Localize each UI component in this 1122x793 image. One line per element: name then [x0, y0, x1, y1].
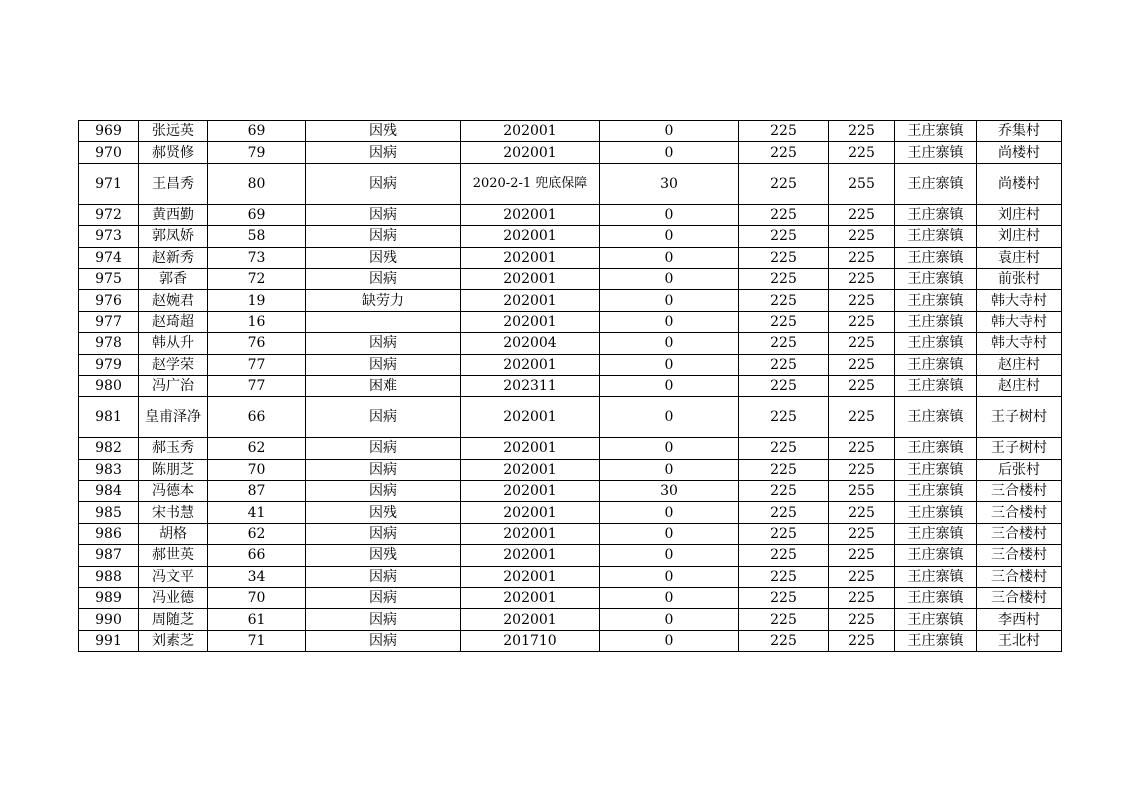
row-number-cell: 969: [79, 121, 139, 142]
name-cell: 赵琦超: [139, 311, 208, 332]
reason-cell: 因病: [306, 566, 461, 587]
name-cell: 郝玉秀: [139, 438, 208, 459]
table-row: [79, 630, 1062, 651]
name-cell: 赵婉君: [139, 290, 208, 311]
age-cell: 80: [208, 163, 306, 204]
supplement-cell: 0: [600, 502, 739, 523]
base-amount-cell: 225: [739, 204, 829, 225]
supplement-cell: 0: [600, 247, 739, 268]
base-amount-cell: 225: [739, 226, 829, 247]
town-cell: 王庄寨镇: [895, 502, 977, 523]
row-number-cell: 988: [79, 566, 139, 587]
total-amount-cell: 225: [829, 397, 895, 438]
total-amount-cell: 255: [829, 163, 895, 204]
date-cell: 202001: [461, 523, 600, 544]
age-cell: 62: [208, 523, 306, 544]
base-amount-cell: 225: [739, 121, 829, 142]
age-cell: 58: [208, 226, 306, 247]
age-cell: 73: [208, 247, 306, 268]
date-cell: 202001: [461, 481, 600, 502]
village-cell: 尚楼村: [977, 142, 1062, 163]
supplement-cell: 0: [600, 204, 739, 225]
age-cell: 61: [208, 609, 306, 630]
age-cell: 16: [208, 311, 306, 332]
town-cell: 王庄寨镇: [895, 523, 977, 544]
base-amount-cell: 225: [739, 438, 829, 459]
table-row: [79, 375, 1062, 396]
base-amount-cell: 225: [739, 545, 829, 566]
town-cell: 王庄寨镇: [895, 609, 977, 630]
table-row: [79, 290, 1062, 311]
village-cell: 赵庄村: [977, 354, 1062, 375]
row-number-cell: 981: [79, 397, 139, 438]
base-amount-cell: 225: [739, 142, 829, 163]
age-cell: 77: [208, 375, 306, 396]
town-cell: 王庄寨镇: [895, 375, 977, 396]
table-row: [79, 163, 1062, 204]
supplement-cell: 0: [600, 333, 739, 354]
date-cell: 202004: [461, 333, 600, 354]
name-cell: 冯德本: [139, 481, 208, 502]
date-cell: 202001: [461, 438, 600, 459]
age-cell: 34: [208, 566, 306, 587]
total-amount-cell: 225: [829, 142, 895, 163]
age-cell: 70: [208, 588, 306, 609]
town-cell: 王庄寨镇: [895, 311, 977, 332]
village-cell: 李西村: [977, 609, 1062, 630]
total-amount-cell: 225: [829, 121, 895, 142]
table-row: [79, 247, 1062, 268]
village-cell: 袁庄村: [977, 247, 1062, 268]
name-cell: 刘素芝: [139, 630, 208, 651]
total-amount-cell: 225: [829, 290, 895, 311]
supplement-cell: 30: [600, 163, 739, 204]
row-number-cell: 974: [79, 247, 139, 268]
row-number-cell: 989: [79, 588, 139, 609]
age-cell: 66: [208, 545, 306, 566]
supplement-cell: 0: [600, 354, 739, 375]
supplement-cell: 0: [600, 268, 739, 289]
supplement-cell: 0: [600, 438, 739, 459]
supplement-cell: 0: [600, 609, 739, 630]
total-amount-cell: 225: [829, 609, 895, 630]
date-cell: 202001: [461, 204, 600, 225]
village-cell: 乔集村: [977, 121, 1062, 142]
reason-cell: 因病: [306, 630, 461, 651]
table-row: [79, 226, 1062, 247]
row-number-cell: 971: [79, 163, 139, 204]
table-row: [79, 311, 1062, 332]
town-cell: 王庄寨镇: [895, 268, 977, 289]
supplement-cell: 0: [600, 566, 739, 587]
village-cell: 韩大寺村: [977, 290, 1062, 311]
supplement-cell: 0: [600, 523, 739, 544]
reason-cell: 因病: [306, 459, 461, 480]
name-cell: 郝世英: [139, 545, 208, 566]
reason-cell: 因病: [306, 397, 461, 438]
town-cell: 王庄寨镇: [895, 397, 977, 438]
base-amount-cell: 225: [739, 333, 829, 354]
name-cell: 胡格: [139, 523, 208, 544]
age-cell: 69: [208, 121, 306, 142]
village-cell: 赵庄村: [977, 375, 1062, 396]
row-number-cell: 977: [79, 311, 139, 332]
village-cell: 前张村: [977, 268, 1062, 289]
village-cell: 尚楼村: [977, 163, 1062, 204]
supplement-cell: 0: [600, 630, 739, 651]
table-row: [79, 438, 1062, 459]
town-cell: 王庄寨镇: [895, 354, 977, 375]
reason-cell: 因病: [306, 438, 461, 459]
base-amount-cell: 225: [739, 588, 829, 609]
village-cell: 王子树村: [977, 438, 1062, 459]
reason-cell: 因残: [306, 545, 461, 566]
age-cell: 76: [208, 333, 306, 354]
reason-cell: 因病: [306, 354, 461, 375]
base-amount-cell: 225: [739, 247, 829, 268]
total-amount-cell: 225: [829, 523, 895, 544]
total-amount-cell: 255: [829, 481, 895, 502]
row-number-cell: 980: [79, 375, 139, 396]
supplement-cell: 0: [600, 459, 739, 480]
base-amount-cell: 225: [739, 523, 829, 544]
date-cell: 202311: [461, 375, 600, 396]
date-cell: 202001: [461, 545, 600, 566]
supplement-cell: 30: [600, 481, 739, 502]
name-cell: 宋书慧: [139, 502, 208, 523]
name-cell: 冯业德: [139, 588, 208, 609]
reason-cell: 因病: [306, 609, 461, 630]
table-row: [79, 566, 1062, 587]
town-cell: 王庄寨镇: [895, 630, 977, 651]
name-cell: 赵新秀: [139, 247, 208, 268]
reason-cell: [306, 311, 461, 332]
table-row: [79, 121, 1062, 142]
age-cell: 71: [208, 630, 306, 651]
village-cell: 三合楼村: [977, 566, 1062, 587]
row-number-cell: 975: [79, 268, 139, 289]
date-cell: 202001: [461, 502, 600, 523]
row-number-cell: 976: [79, 290, 139, 311]
supplement-cell: 0: [600, 588, 739, 609]
table-row: [79, 545, 1062, 566]
town-cell: 王庄寨镇: [895, 545, 977, 566]
date-cell: 202001: [461, 226, 600, 247]
village-cell: 三合楼村: [977, 588, 1062, 609]
table-row: [79, 142, 1062, 163]
date-cell: 202001: [461, 566, 600, 587]
total-amount-cell: 225: [829, 588, 895, 609]
base-amount-cell: 225: [739, 311, 829, 332]
town-cell: 王庄寨镇: [895, 226, 977, 247]
base-amount-cell: 225: [739, 375, 829, 396]
row-number-cell: 970: [79, 142, 139, 163]
row-number-cell: 991: [79, 630, 139, 651]
town-cell: 王庄寨镇: [895, 290, 977, 311]
row-number-cell: 987: [79, 545, 139, 566]
date-cell: 202001: [461, 247, 600, 268]
village-cell: 三合楼村: [977, 545, 1062, 566]
reason-cell: 因病: [306, 481, 461, 502]
base-amount-cell: 225: [739, 481, 829, 502]
base-amount-cell: 225: [739, 354, 829, 375]
date-cell: 202001: [461, 142, 600, 163]
village-cell: 三合楼村: [977, 502, 1062, 523]
reason-cell: 因病: [306, 142, 461, 163]
row-number-cell: 985: [79, 502, 139, 523]
village-cell: 刘庄村: [977, 226, 1062, 247]
age-cell: 87: [208, 481, 306, 502]
town-cell: 王庄寨镇: [895, 247, 977, 268]
base-amount-cell: 225: [739, 290, 829, 311]
table-row: [79, 397, 1062, 438]
row-number-cell: 990: [79, 609, 139, 630]
reason-cell: 因病: [306, 226, 461, 247]
reason-cell: 因残: [306, 502, 461, 523]
town-cell: 王庄寨镇: [895, 142, 977, 163]
table-row: [79, 459, 1062, 480]
table-row: [79, 333, 1062, 354]
name-cell: 王昌秀: [139, 163, 208, 204]
total-amount-cell: 225: [829, 630, 895, 651]
base-amount-cell: 225: [739, 630, 829, 651]
table-row: [79, 609, 1062, 630]
date-cell: 201710: [461, 630, 600, 651]
total-amount-cell: 225: [829, 247, 895, 268]
age-cell: 66: [208, 397, 306, 438]
town-cell: 王庄寨镇: [895, 163, 977, 204]
town-cell: 王庄寨镇: [895, 438, 977, 459]
row-number-cell: 979: [79, 354, 139, 375]
age-cell: 79: [208, 142, 306, 163]
total-amount-cell: 225: [829, 459, 895, 480]
reason-cell: 因残: [306, 247, 461, 268]
date-cell: 202001: [461, 290, 600, 311]
base-amount-cell: 225: [739, 502, 829, 523]
name-cell: 皇甫泽净: [139, 397, 208, 438]
name-cell: 郭香: [139, 268, 208, 289]
supplement-cell: 0: [600, 121, 739, 142]
village-cell: 韩大寺村: [977, 333, 1062, 354]
supplement-cell: 0: [600, 311, 739, 332]
date-cell: 202001: [461, 121, 600, 142]
base-amount-cell: 225: [739, 566, 829, 587]
base-amount-cell: 225: [739, 459, 829, 480]
name-cell: 赵学荣: [139, 354, 208, 375]
reason-cell: 因病: [306, 523, 461, 544]
name-cell: 冯广治: [139, 375, 208, 396]
date-cell: 202001: [461, 354, 600, 375]
town-cell: 王庄寨镇: [895, 588, 977, 609]
supplement-cell: 0: [600, 142, 739, 163]
village-cell: 后张村: [977, 459, 1062, 480]
reason-cell: 因病: [306, 204, 461, 225]
total-amount-cell: 225: [829, 226, 895, 247]
reason-cell: 缺劳力: [306, 290, 461, 311]
reason-cell: 因病: [306, 268, 461, 289]
total-amount-cell: 225: [829, 566, 895, 587]
date-cell: 202001: [461, 588, 600, 609]
total-amount-cell: 225: [829, 333, 895, 354]
village-cell: 三合楼村: [977, 481, 1062, 502]
age-cell: 19: [208, 290, 306, 311]
age-cell: 70: [208, 459, 306, 480]
town-cell: 王庄寨镇: [895, 333, 977, 354]
total-amount-cell: 225: [829, 268, 895, 289]
village-cell: 刘庄村: [977, 204, 1062, 225]
row-number-cell: 978: [79, 333, 139, 354]
age-cell: 41: [208, 502, 306, 523]
village-cell: 王子树村: [977, 397, 1062, 438]
name-cell: 陈朋芝: [139, 459, 208, 480]
age-cell: 72: [208, 268, 306, 289]
reason-cell: 困难: [306, 375, 461, 396]
table-row: [79, 354, 1062, 375]
reason-cell: 因病: [306, 588, 461, 609]
supplement-cell: 0: [600, 290, 739, 311]
row-number-cell: 972: [79, 204, 139, 225]
row-number-cell: 973: [79, 226, 139, 247]
age-cell: 77: [208, 354, 306, 375]
total-amount-cell: 225: [829, 354, 895, 375]
row-number-cell: 982: [79, 438, 139, 459]
table-row: [79, 204, 1062, 225]
reason-cell: 因病: [306, 163, 461, 204]
reason-cell: 因残: [306, 121, 461, 142]
date-cell: 202001: [461, 397, 600, 438]
town-cell: 王庄寨镇: [895, 204, 977, 225]
village-cell: 王北村: [977, 630, 1062, 651]
village-cell: 三合楼村: [977, 523, 1062, 544]
row-number-cell: 986: [79, 523, 139, 544]
date-cell: 202001: [461, 311, 600, 332]
name-cell: 张远英: [139, 121, 208, 142]
supplement-cell: 0: [600, 375, 739, 396]
date-cell: 202001: [461, 459, 600, 480]
row-number-cell: 984: [79, 481, 139, 502]
row-number-cell: 983: [79, 459, 139, 480]
table-row: [79, 481, 1062, 502]
supplement-cell: 0: [600, 545, 739, 566]
total-amount-cell: 225: [829, 311, 895, 332]
reason-cell: 因病: [306, 333, 461, 354]
village-cell: 韩大寺村: [977, 311, 1062, 332]
name-cell: 郝贤修: [139, 142, 208, 163]
date-cell: 2020-2-1 兜底保障: [461, 163, 600, 204]
name-cell: 郭凤娇: [139, 226, 208, 247]
total-amount-cell: 225: [829, 502, 895, 523]
table-row: [79, 268, 1062, 289]
table-row: [79, 523, 1062, 544]
date-cell: 202001: [461, 268, 600, 289]
age-cell: 69: [208, 204, 306, 225]
town-cell: 王庄寨镇: [895, 459, 977, 480]
base-amount-cell: 225: [739, 397, 829, 438]
base-amount-cell: 225: [739, 268, 829, 289]
base-amount-cell: 225: [739, 163, 829, 204]
supplement-cell: 0: [600, 397, 739, 438]
name-cell: 黄西勤: [139, 204, 208, 225]
total-amount-cell: 225: [829, 438, 895, 459]
supplement-cell: 0: [600, 226, 739, 247]
base-amount-cell: 225: [739, 609, 829, 630]
town-cell: 王庄寨镇: [895, 566, 977, 587]
total-amount-cell: 225: [829, 375, 895, 396]
town-cell: 王庄寨镇: [895, 121, 977, 142]
town-cell: 王庄寨镇: [895, 481, 977, 502]
table-row: [79, 502, 1062, 523]
table-row: [79, 588, 1062, 609]
date-cell: 202001: [461, 609, 600, 630]
name-cell: 冯文平: [139, 566, 208, 587]
total-amount-cell: 225: [829, 545, 895, 566]
age-cell: 62: [208, 438, 306, 459]
name-cell: 周随芝: [139, 609, 208, 630]
name-cell: 韩从升: [139, 333, 208, 354]
records-table: [78, 120, 1062, 652]
total-amount-cell: 225: [829, 204, 895, 225]
